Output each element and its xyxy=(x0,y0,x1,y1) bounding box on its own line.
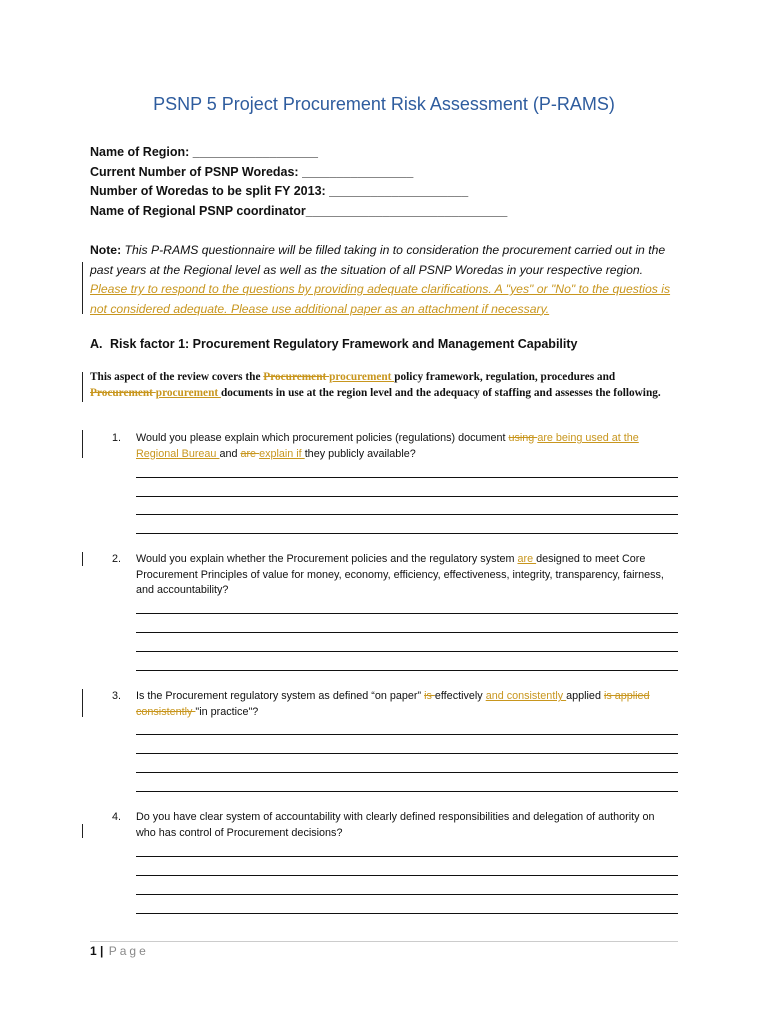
intro-text: This aspect of the review covers the xyxy=(90,371,264,383)
question-number: 1. xyxy=(112,432,122,444)
change-bar xyxy=(82,552,83,566)
field-coordinator: Name of Regional PSNP coordinator_____________________________ xyxy=(90,203,508,218)
answer-line[interactable] xyxy=(136,670,678,671)
intro-text: policy framework, regulation, procedures and xyxy=(394,371,616,383)
inserted-text: procurement xyxy=(329,371,395,383)
answer-line[interactable] xyxy=(136,791,678,792)
page-number: 1 xyxy=(90,944,97,958)
deleted-text: Procurement xyxy=(90,386,156,399)
section-heading xyxy=(90,337,577,351)
change-bar xyxy=(82,689,83,717)
question-1 xyxy=(112,431,672,462)
answer-line[interactable] xyxy=(136,514,678,515)
field-woredas-split: Number of Woredas to be split FY 2013: ____________________ xyxy=(90,184,469,198)
question-text-part: Would you please explain which procurement policies (regulations) document xyxy=(136,432,509,444)
field-current-woredas: Current Number of PSNP Woredas: ________________ xyxy=(90,164,414,179)
change-bar xyxy=(82,824,83,838)
change-bar xyxy=(82,430,83,458)
answer-line[interactable] xyxy=(136,533,678,534)
deleted-text: are xyxy=(240,447,260,460)
note-label: Note: xyxy=(90,243,122,257)
question-text-part: and xyxy=(219,447,241,460)
change-bar xyxy=(82,372,83,402)
footer-divider xyxy=(90,941,678,942)
section-title: Risk factor 1: Procurement Regulatory Framework and Management Capability xyxy=(110,337,578,351)
question-number: 4. xyxy=(112,811,122,823)
note-text: This P-RAMS questionnaire will be filled taking in to consideration the procurement carried out in the past years at the Regional level as well as the situation of all PSNP Woredas in your respective region. xyxy=(90,243,666,277)
answer-line[interactable] xyxy=(136,496,678,497)
answer-line[interactable] xyxy=(136,613,678,614)
answer-line[interactable] xyxy=(136,894,678,895)
question-text xyxy=(136,810,672,841)
answer-line[interactable] xyxy=(136,734,678,735)
page-title: PSNP 5 Project Procurement Risk Assessment (P-RAMS) xyxy=(153,94,615,114)
inserted-text: are xyxy=(517,553,537,565)
question-text-part: "in practice"? xyxy=(195,705,259,718)
question-text xyxy=(136,552,672,599)
page-footer xyxy=(90,944,149,958)
intro-text: documents in use at the region level and the adequacy of staffing and assesses the following. xyxy=(220,386,661,399)
question-number: 3. xyxy=(112,690,122,702)
answer-line[interactable] xyxy=(136,913,678,914)
question-number: 2. xyxy=(112,553,122,565)
question-4 xyxy=(112,810,672,841)
inserted-text: are being used at the Regional Bureau xyxy=(136,432,639,460)
question-text-part: Would you explain whether the Procurement policies and the regulatory system xyxy=(136,553,518,565)
question-2 xyxy=(112,552,672,599)
footer-separator: | xyxy=(96,944,104,958)
answer-line[interactable] xyxy=(136,856,678,857)
deleted-text: Procurement xyxy=(263,371,330,383)
answer-line[interactable] xyxy=(136,477,678,478)
answer-line[interactable] xyxy=(136,875,678,876)
inserted-text: explain if xyxy=(259,447,305,460)
change-bar xyxy=(82,262,83,314)
question-text-part: designed to meet Core Procurement Principles of value for money, economy, efficiency, effectiveness, integrity, transparency, fairness, and accountability? xyxy=(136,553,664,596)
question-text xyxy=(136,431,672,462)
note-paragraph xyxy=(90,241,680,319)
page-label: Page xyxy=(108,944,149,958)
section-letter: A. xyxy=(90,337,103,351)
answer-line[interactable] xyxy=(136,651,678,652)
deleted-text: is applied consistently xyxy=(136,690,650,718)
answer-line[interactable] xyxy=(136,753,678,754)
inserted-text: and consistently xyxy=(485,690,567,702)
inserted-text: procurement xyxy=(155,386,221,399)
question-text-part: Is the Procurement regulatory system as defined “on paper” xyxy=(136,690,425,702)
answer-line[interactable] xyxy=(136,772,678,773)
question-3 xyxy=(112,689,672,720)
question-text xyxy=(136,689,672,720)
question-text-part: Do you have clear system of accountability with clearly defined responsibilities and delegation of authority on who has control of Procurement decisions? xyxy=(136,811,655,839)
deleted-text: is xyxy=(424,690,435,702)
header-fields xyxy=(90,143,507,221)
deleted-text: using xyxy=(508,432,538,444)
note-inserted-text: Please try to respond to the questions by providing adequate clarifications. A "yes" or "No" to the questios is not considered adequate. Please use additional paper as an attachment if necessary. xyxy=(90,282,671,316)
field-region: Name of Region: __________________ xyxy=(90,145,318,159)
question-text-part: effectively xyxy=(434,690,486,702)
question-text-part: they publicly available? xyxy=(304,447,416,460)
question-text-part: applied xyxy=(566,690,604,702)
intro-paragraph xyxy=(90,370,680,401)
answer-line[interactable] xyxy=(136,632,678,633)
